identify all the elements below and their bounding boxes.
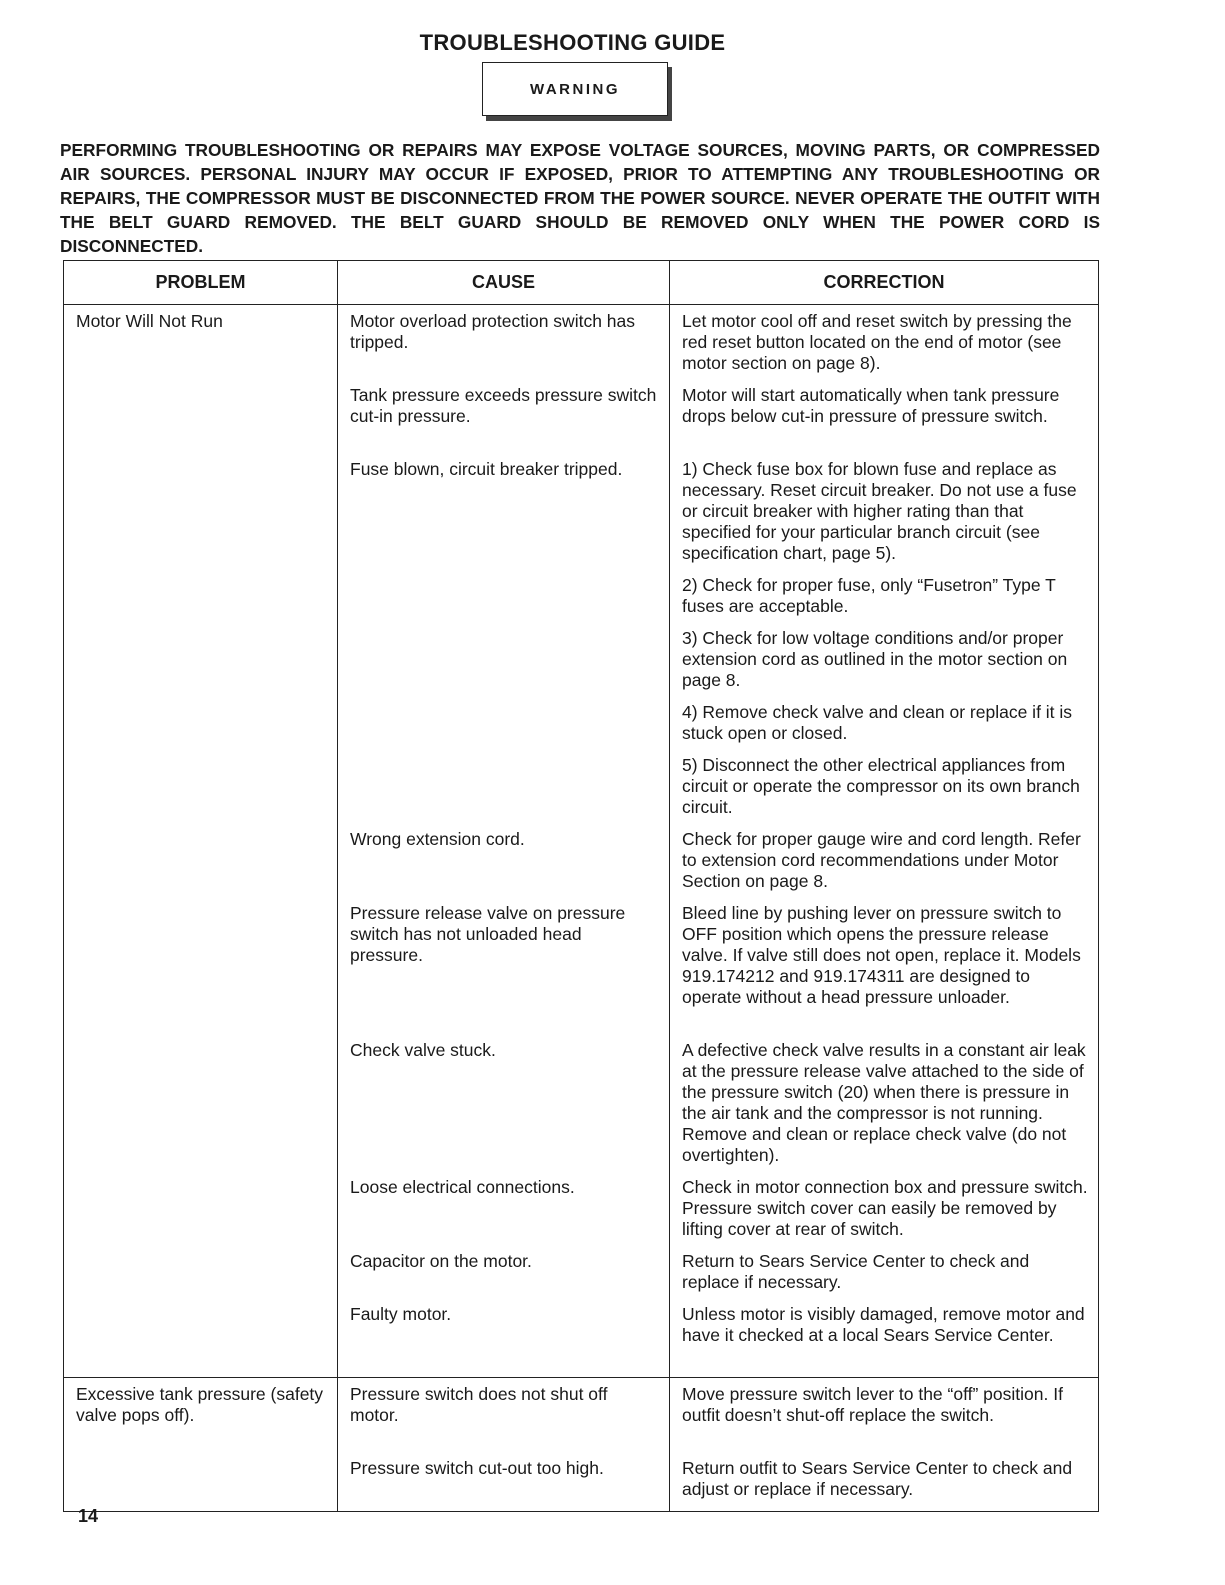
cause-cell: Wrong extension cord. bbox=[338, 823, 670, 897]
table-row bbox=[64, 453, 1099, 569]
correction-cell: 5) Disconnect the other electrical appliances from circuit or operate the compressor on its own branch circuit. bbox=[670, 749, 1099, 823]
table-row bbox=[64, 749, 1099, 823]
cause-cell: Pressure switch cut-out too high. bbox=[338, 1452, 670, 1512]
cause-cell: Motor overload protection switch has tripped. bbox=[338, 305, 670, 379]
problem-cell: Excessive tank pressure (safety valve pops off). bbox=[64, 1378, 338, 1452]
warning-label: WARNING bbox=[482, 62, 668, 116]
cause-cell: Capacitor on the motor. bbox=[338, 1245, 670, 1298]
correction-cell: Motor will start automatically when tank pressure drops below cut-in pressure of pressure switch. bbox=[670, 379, 1099, 453]
table-row bbox=[64, 379, 1099, 453]
correction-cell: Bleed line by pushing lever on pressure switch to OFF position which opens the pressure release valve. If valve still does not open, replace it. Models 919.174212 and 919.174311 are designed to operate without a head pressure unloader. bbox=[670, 897, 1099, 1034]
table-row bbox=[64, 1034, 1099, 1171]
problem-cell bbox=[64, 1034, 338, 1171]
table-row bbox=[64, 569, 1099, 622]
correction-cell: 3) Check for low voltage conditions and/or proper extension cord as outlined in the motor section on page 8. bbox=[670, 622, 1099, 696]
table-row bbox=[64, 1171, 1099, 1245]
cause-cell: Faulty motor. bbox=[338, 1298, 670, 1378]
problem-cell bbox=[64, 823, 338, 897]
troubleshooting-table bbox=[63, 260, 1099, 1512]
cause-cell bbox=[338, 696, 670, 749]
correction-cell: Check in motor connection box and pressure switch. Pressure switch cover can easily be removed by lifting cover at rear of switch. bbox=[670, 1171, 1099, 1245]
table-header-row bbox=[64, 261, 1099, 305]
problem-cell bbox=[64, 622, 338, 696]
correction-cell: Return to Sears Service Center to check and replace if necessary. bbox=[670, 1245, 1099, 1298]
page-title: TROUBLESHOOTING GUIDE bbox=[419, 30, 726, 55]
cause-cell: Fuse blown, circuit breaker tripped. bbox=[338, 453, 670, 569]
table-row bbox=[64, 622, 1099, 696]
table-row bbox=[64, 1378, 1099, 1452]
warning-paragraph: PERFORMING TROUBLESHOOTING OR REPAIRS MAY EXPOSE VOLTAGE SOURCES, MOVING PARTS, OR COMPRESSED AIR SOURCES. PERSONAL INJURY MAY OCCUR IF EXPOSED, PRIOR TO ATTEMPTING ANY TROUBLESHOOTING OR REPAIRS, THE COMPRESSOR MUST BE DISCONNECTED FROM THE POWER SOURCE. NEVER OPERATE THE OUTFIT WITH THE BELT GUARD REMOVED. THE BELT GUARD SHOULD BE REMOVED ONLY WHEN THE POWER CORD IS DISCONNECTED. bbox=[60, 140, 1100, 256]
problem-cell bbox=[64, 897, 338, 1034]
problem-cell bbox=[64, 1452, 338, 1512]
cause-cell: Loose electrical connections. bbox=[338, 1171, 670, 1245]
problem-cell bbox=[64, 453, 338, 569]
table-row bbox=[64, 305, 1099, 379]
cause-cell: Pressure release valve on pressure switch has not unloaded head pressure. bbox=[338, 897, 670, 1034]
problem-cell bbox=[64, 379, 338, 453]
header-cause: CAUSE bbox=[338, 261, 670, 305]
correction-cell: Let motor cool off and reset switch by pressing the red reset button located on the end of motor (see motor section on page 8). bbox=[670, 305, 1099, 379]
table-row bbox=[64, 1452, 1099, 1512]
table-row bbox=[64, 897, 1099, 1034]
table-row bbox=[64, 1245, 1099, 1298]
correction-cell: A defective check valve results in a constant air leak at the pressure release valve attached to the side of the pressure switch (20) when there is pressure in the air tank and the compressor is not running. Remove and clean or replace check valve (do not overtighten). bbox=[670, 1034, 1099, 1171]
header-problem: PROBLEM bbox=[64, 261, 338, 305]
cause-cell: Tank pressure exceeds pressure switch cut-in pressure. bbox=[338, 379, 670, 453]
problem-cell bbox=[64, 1171, 338, 1245]
cause-cell: Check valve stuck. bbox=[338, 1034, 670, 1171]
correction-cell: Check for proper gauge wire and cord length. Refer to extension cord recommendations under Motor Section on page 8. bbox=[670, 823, 1099, 897]
table-row bbox=[64, 696, 1099, 749]
cause-cell bbox=[338, 749, 670, 823]
correction-cell: 4) Remove check valve and clean or replace if it is stuck open or closed. bbox=[670, 696, 1099, 749]
table-row bbox=[64, 1298, 1099, 1378]
problem-cell bbox=[64, 1298, 338, 1378]
problem-cell: Motor Will Not Run bbox=[64, 305, 338, 379]
cause-cell bbox=[338, 622, 670, 696]
correction-cell: 1) Check fuse box for blown fuse and replace as necessary. Reset circuit breaker. Do not use a fuse or circuit breaker with higher rating than that specified for your particular branch circuit (see specification chart, page 5). bbox=[670, 453, 1099, 569]
problem-cell bbox=[64, 696, 338, 749]
correction-cell: Unless motor is visibly damaged, remove motor and have it checked at a local Sears Service Center. bbox=[670, 1298, 1099, 1378]
cause-cell: Pressure switch does not shut off motor. bbox=[338, 1378, 670, 1452]
table-row bbox=[64, 823, 1099, 897]
correction-cell: 2) Check for proper fuse, only “Fusetron” Type T fuses are acceptable. bbox=[670, 569, 1099, 622]
correction-cell: Return outfit to Sears Service Center to check and adjust or replace if necessary. bbox=[670, 1452, 1099, 1512]
problem-cell bbox=[64, 1245, 338, 1298]
header-correction: CORRECTION bbox=[670, 261, 1099, 305]
problem-cell bbox=[64, 569, 338, 622]
page-number: 14 bbox=[78, 1506, 99, 1526]
correction-cell: Move pressure switch lever to the “off” position. If outfit doesn’t shut-off replace the switch. bbox=[670, 1378, 1099, 1452]
cause-cell bbox=[338, 569, 670, 622]
problem-cell bbox=[64, 749, 338, 823]
